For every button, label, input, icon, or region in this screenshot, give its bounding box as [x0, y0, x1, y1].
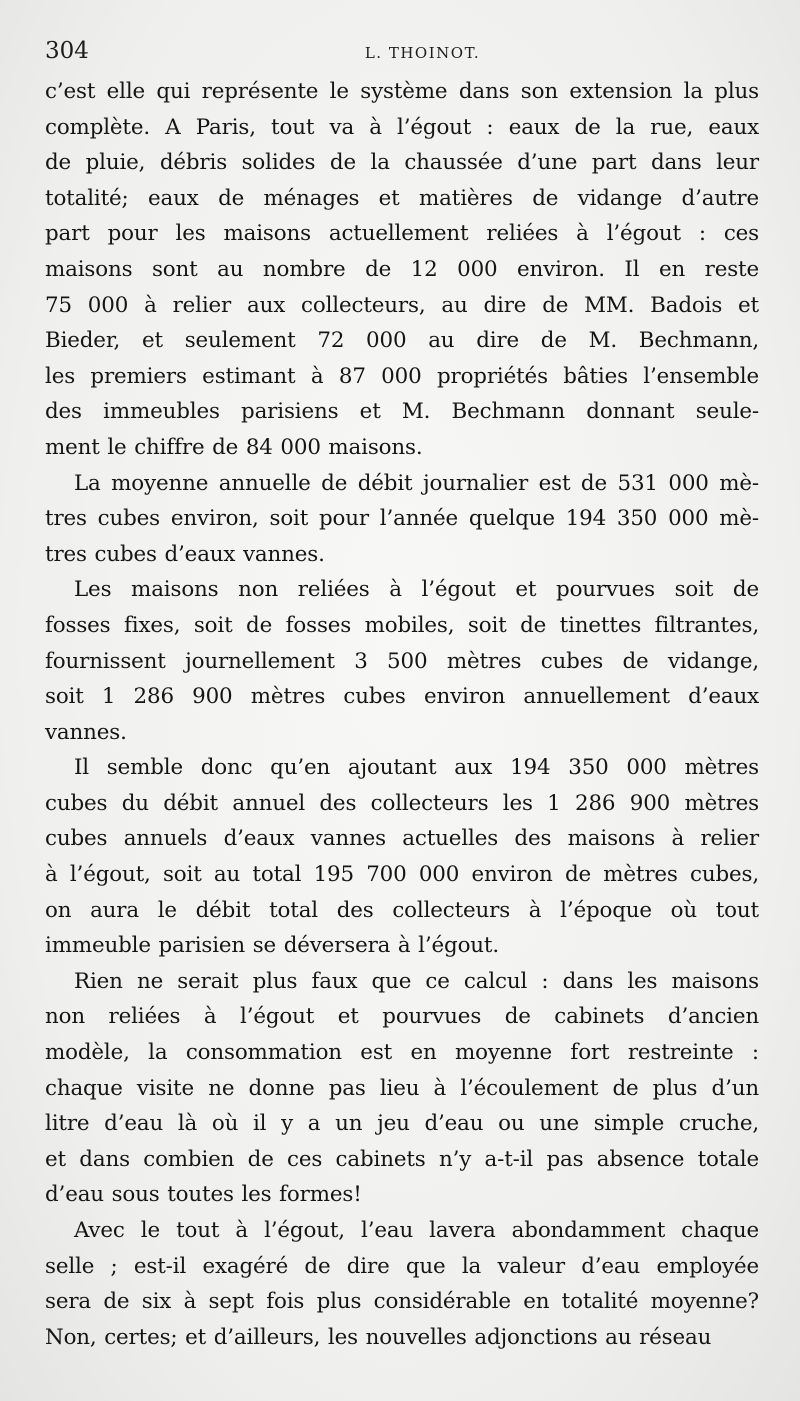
running-head: L. THOINOT. [364, 44, 481, 62]
text-line: fournissent journellement 3 500 mètres cubes de vidange, [45, 648, 759, 674]
text-line: à l’égout, soit au total 195 700 000 environ de mètres cubes, [45, 862, 759, 888]
body-text [45, 74, 759, 1355]
text-line: litre d’eau là où il y a un jeu d’eau ou une simple cruche, [45, 1111, 759, 1137]
text-line: cubes annuels d’eaux vannes actuelles des maisons à relier [45, 826, 759, 852]
text-line: d’eau sous toutes les formes! [45, 1182, 362, 1208]
text-line: c’est elle qui représente le système dans son extension la plus [45, 79, 759, 104]
text-line: part pour les maisons actuellement reliées à l’égout : ces [45, 221, 759, 247]
text-line: fosses fixes, soit de fosses mobiles, soit de tinettes filtrantes, [45, 612, 759, 638]
text-line: soit 1 286 900 mètres cubes environ annuellement d’eaux [45, 684, 759, 710]
text-line: Avec le tout à l’égout, l’eau lavera abondamment chaque [74, 1218, 759, 1243]
text-line: tres cubes d’eaux vannes. [45, 541, 325, 567]
page-number: 304 [45, 38, 89, 64]
text-line: tres cubes environ, soit pour l’année quelque 194 350 000 mè- [45, 506, 759, 532]
text-line: on aura le débit total des collecteurs à l’époque où tout [45, 897, 759, 923]
page-header [45, 38, 760, 72]
text-line: Les maisons non reliées à l’égout et pourvues soit de [74, 577, 759, 603]
text-line: selle ; est-il exagéré de dire que la valeur d’eau employée [45, 1253, 759, 1279]
text-line: des immeubles parisiens et M. Bechmann donnant seule- [45, 399, 759, 425]
text-line: modèle, la consommation est en moyenne fort restreinte : [45, 1040, 759, 1066]
text-line: de pluie, débris solides de la chaussée d’une part dans leur [45, 150, 759, 176]
text-line: Rien ne serait plus faux que ce calcul : dans les maisons [74, 968, 759, 994]
text-line: et dans combien de ces cabinets n’y a-t-il pas absence totale [45, 1146, 759, 1172]
text-line: les premiers estimant à 87 000 propriétés bâties l’ensemble [45, 363, 759, 389]
text-line: cubes du débit annuel des collecteurs les 1 286 900 mètres [45, 790, 759, 816]
text-line: complète. A Paris, tout va à l’égout : eaux de la rue, eaux [45, 114, 759, 140]
text-line: 75 000 à relier aux collecteurs, au dire de MM. Badois et [45, 292, 759, 318]
text-line: immeuble parisien se déversera à l’égout. [45, 933, 500, 959]
text-line: vannes. [45, 719, 127, 745]
text-line: non reliées à l’égout et pourvues de cabinets d’ancien [45, 1004, 759, 1030]
text-line: sera de six à sept fois plus considérable en totalité moyenne? [45, 1289, 759, 1315]
text-line: La moyenne annuelle de débit journalier est de 531 000 mè- [74, 470, 759, 496]
text-line: ment le chiffre de 84 000 maisons. [45, 434, 423, 460]
text-line: totalité; eaux de ménages et matières de vidange d’autre [45, 185, 759, 211]
text-line: Il semble donc qu’en ajoutant aux 194 350 000 mètres [74, 755, 759, 781]
text-line: Non, certes; et d’ailleurs, les nouvelles adjonctions au réseau [45, 1324, 712, 1350]
text-line: Bieder, et seulement 72 000 au dire de M. Bechmann, [45, 328, 759, 354]
text-line: maisons sont au nombre de 12 000 environ. Il en reste [45, 256, 759, 282]
text-line: chaque visite ne donne pas lieu à l’écoulement de plus d’un [45, 1075, 759, 1101]
